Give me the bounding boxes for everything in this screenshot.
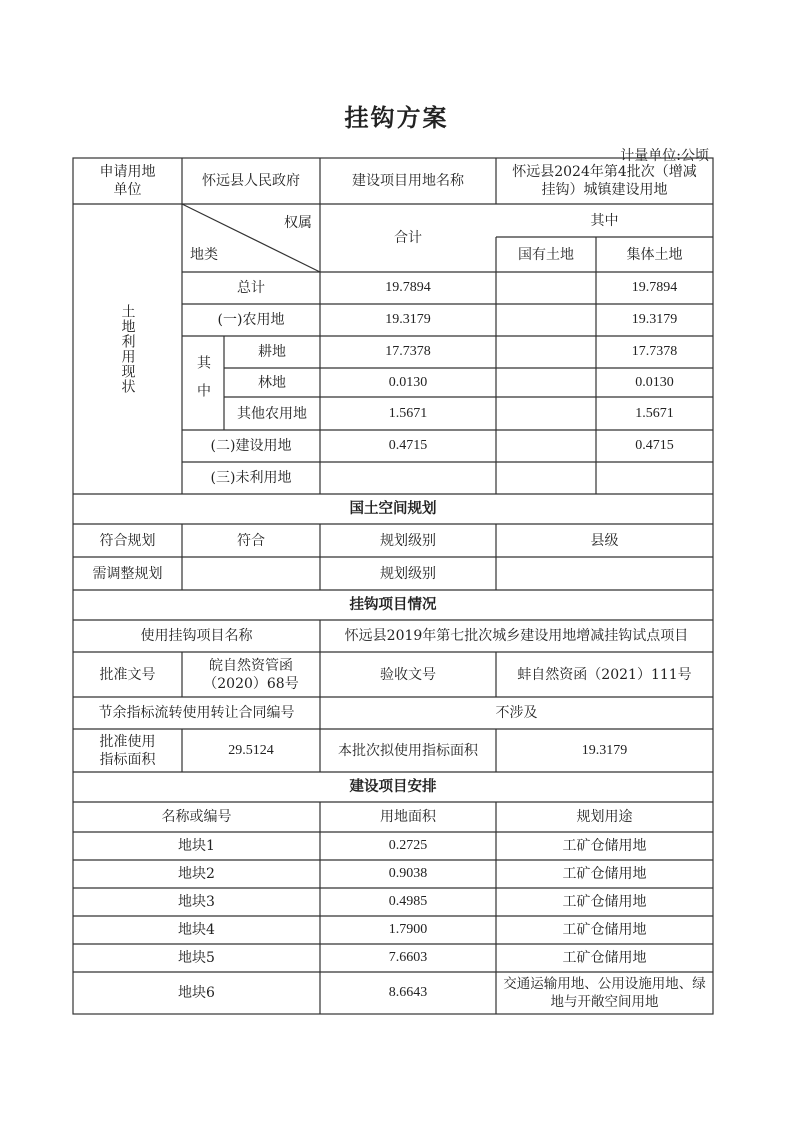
row-label-total: 总计: [237, 280, 265, 296]
adjust-plan-value: [182, 557, 320, 590]
of-which-header: 其中: [590, 212, 619, 229]
row-agricultural-collective: 19.3179: [631, 312, 678, 327]
adjust-plan-label: 需调整规划: [92, 565, 163, 582]
row-forest-total: 0.0130: [388, 374, 428, 390]
hook-project-name-value: 怀远县2019年第七批次城乡建设用地增减挂钩试点项目: [344, 628, 689, 644]
hook-section-title: 挂钩项目情况: [349, 596, 437, 613]
plot-area: 7.6603: [388, 950, 428, 965]
state-land-header: 国有土地: [518, 246, 574, 263]
hook-project-name-label: 使用挂钩项目名称: [140, 628, 253, 644]
approval-doc-value: 皖自然资管函（2020）68号: [203, 657, 299, 692]
adjust-plan-level-value: [496, 557, 713, 590]
applicant-label: 申请用地单位: [99, 164, 156, 198]
row-label-other-agricultural: 其他农用地: [237, 405, 307, 422]
row-agricultural-total: 19.3179: [385, 312, 431, 327]
row-unused-state: [496, 462, 596, 494]
row-forest-state: [496, 368, 596, 397]
row-cultivated-total: 17.7378: [385, 344, 431, 359]
collective-land-header: 集体土地: [626, 246, 683, 263]
row-total-collective: 19.7894: [631, 280, 678, 295]
construction-col-use: 规划用途: [576, 809, 633, 825]
conform-plan-value: 符合: [237, 532, 265, 549]
total-column-header: 合计: [394, 230, 422, 246]
construction-section-title: 建设项目安排: [349, 778, 437, 795]
applicant-value: 怀远县人民政府: [202, 173, 300, 189]
construction-col-name: 名称或编号: [161, 809, 232, 825]
approved-area-label: 批准使用指标面积: [99, 733, 156, 768]
contract-number-label: 节余指标流转使用转让合同编号: [98, 705, 295, 721]
plot-name: 地块2: [178, 866, 215, 882]
measurement-unit: 计量单位:公顷: [620, 148, 709, 164]
plot-name: 地块5: [178, 950, 215, 966]
row-agricultural-state: [496, 304, 596, 336]
row-cultivated-collective: 17.7378: [631, 344, 678, 359]
plot-area: 0.4985: [388, 894, 428, 909]
plot-use: 工矿仓储用地: [562, 922, 647, 938]
diagonal-header-land-type: 地类: [190, 247, 218, 263]
project-label: 建设项目用地名称: [352, 173, 464, 189]
row-unused-total: [320, 462, 496, 494]
plot-name: 地块1: [178, 838, 215, 854]
row-label-forest: 林地: [258, 374, 286, 391]
document-title: 挂钩方案: [344, 103, 449, 132]
construction-col-area: 用地面积: [380, 809, 436, 825]
diagonal-header-ownership: 权属: [284, 215, 312, 231]
row-other-agricultural-total: 1.5671: [388, 405, 428, 421]
plot-name: 地块3: [178, 894, 215, 910]
row-label-agricultural: (一)农用地: [217, 312, 285, 328]
row-unused-collective: [596, 462, 713, 494]
row-label-unused: (三)未利用地: [210, 470, 292, 486]
plot-area: 1.7900: [388, 922, 428, 937]
plot-use: 交通运输用地、公用设施用地、绿地与开敞空间用地: [503, 976, 706, 1010]
approval-doc-label: 批准文号: [99, 666, 156, 683]
plot-use: 工矿仓储用地: [562, 950, 647, 966]
adjust-plan-level-label: 规划级别: [380, 565, 436, 582]
acceptance-doc-label: 验收文号: [380, 666, 436, 683]
row-construction-collective: 0.4715: [635, 438, 674, 453]
row-forest-collective: 0.0130: [635, 374, 674, 390]
plot-use: 工矿仓储用地: [562, 894, 647, 910]
plan-level-label: 规划级别: [380, 532, 436, 549]
planning-section-title: 国土空间规划: [349, 500, 437, 517]
sub-of-which-label: 其中: [195, 355, 211, 411]
row-construction-state: [496, 430, 596, 462]
row-construction-total: 0.4715: [388, 438, 428, 453]
row-label-construction: (二)建设用地: [210, 438, 292, 454]
plot-area: 0.2725: [388, 838, 428, 853]
approved-area-value: 29.5124: [228, 742, 274, 758]
plot-name: 地块6: [178, 985, 215, 1001]
plot-area: 8.6643: [388, 985, 428, 1000]
land-use-section-label: 土地利用现状: [119, 304, 136, 394]
plot-use: 工矿仓储用地: [562, 866, 647, 882]
row-total-state: [496, 272, 596, 304]
plan-level-value: 县级: [590, 532, 619, 549]
plot-area: 0.9038: [388, 866, 428, 881]
planned-area-label: 本批次拟使用指标面积: [338, 742, 478, 759]
conform-plan-label: 符合规划: [99, 532, 156, 549]
planned-area-value: 19.3179: [581, 742, 628, 758]
acceptance-doc-value: 蚌自然资函（2021）111号: [517, 666, 692, 683]
row-other-agricultural-collective: 1.5671: [635, 405, 674, 421]
contract-number-value: 不涉及: [495, 705, 538, 721]
row-other-agricultural-state: [496, 397, 596, 430]
row-cultivated-state: [496, 336, 596, 368]
plot-use: 工矿仓储用地: [562, 838, 647, 854]
row-label-cultivated: 耕地: [258, 344, 286, 360]
row-total-total: 19.7894: [385, 280, 431, 295]
plot-name: 地块4: [178, 922, 215, 938]
project-value: 怀远县2024年第4批次（增减挂钩）城镇建设用地: [512, 164, 697, 198]
